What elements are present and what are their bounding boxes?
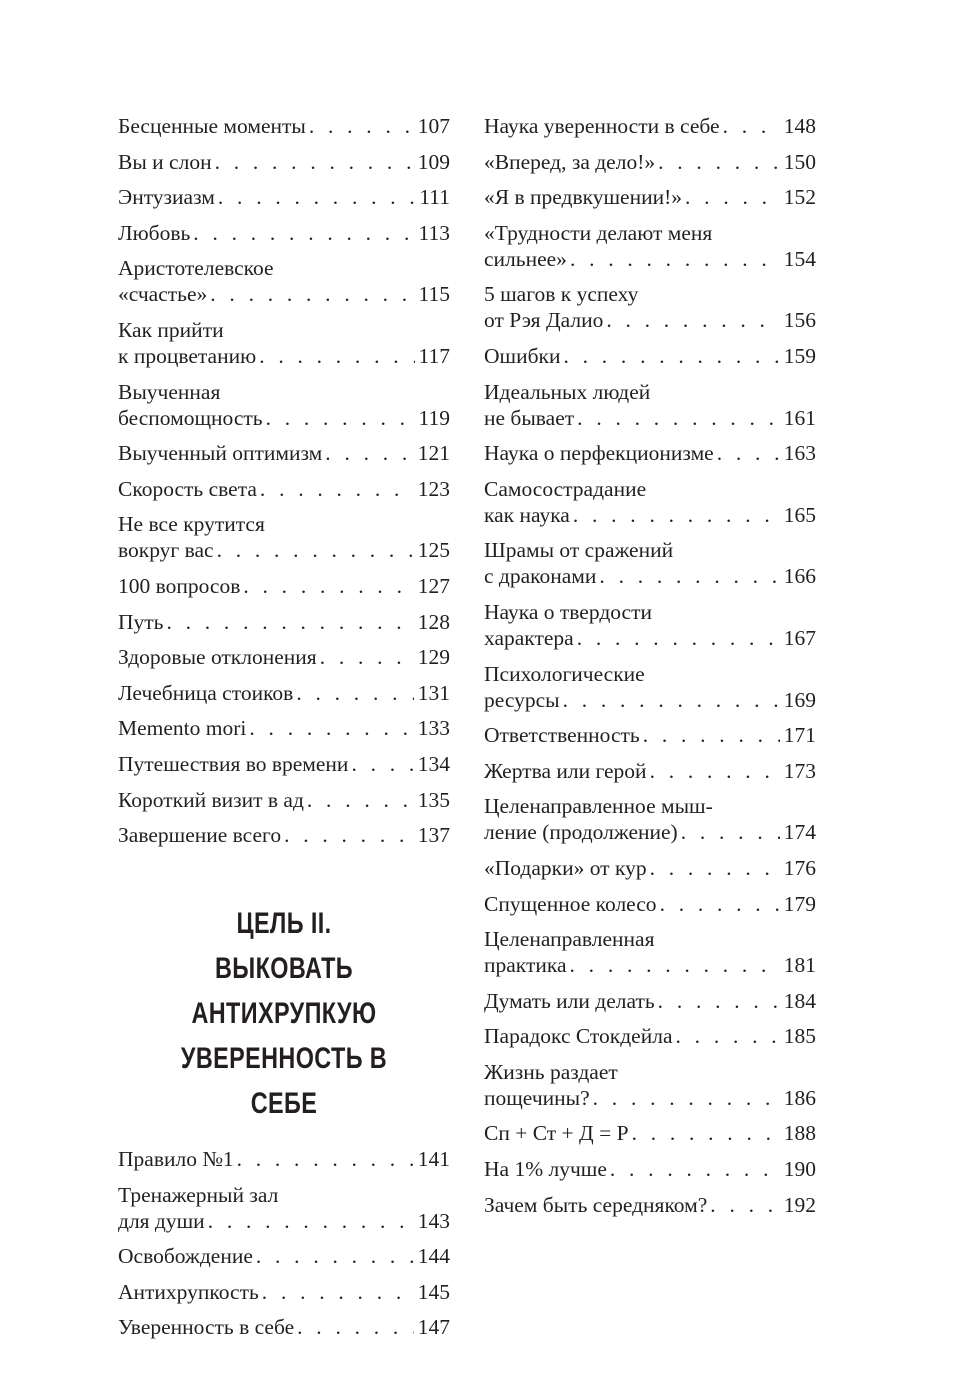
toc-entry-title: с драконами <box>484 564 597 589</box>
page-number: 166 <box>783 564 816 589</box>
toc-entry-title: практика <box>484 953 567 978</box>
dot-leader <box>658 988 780 1014</box>
dot-leader <box>658 149 780 175</box>
page-number: 169 <box>783 687 816 712</box>
toc-entry-title: вокруг вас <box>118 538 214 563</box>
toc-list <box>118 1146 450 1340</box>
dot-leader <box>262 1279 414 1305</box>
toc-entry-title: Наука о перфекционизме <box>484 441 714 466</box>
toc-entry <box>484 1192 816 1218</box>
toc-entry-title: Правило №1 <box>118 1147 234 1172</box>
toc-entry-title: беспомощность <box>118 405 263 430</box>
toc-entry-title: для души <box>118 1208 205 1233</box>
toc-entry-title: Memento mori <box>118 716 247 741</box>
toc-entry-title-line: 5 шагов к успеху <box>484 282 639 307</box>
toc-entry <box>484 855 816 881</box>
toc-entry-title: «счастье» <box>118 282 208 307</box>
toc-entry <box>484 793 816 845</box>
toc-entry-title-line: Целенаправленное мыш- <box>484 794 713 819</box>
toc-entry-title: Лечебница стоиков <box>118 680 294 705</box>
section-heading-line: ЦЕЛЬ II. <box>236 907 332 941</box>
toc-entry-row <box>484 343 816 369</box>
page-number: 174 <box>783 820 816 845</box>
dot-leader <box>570 246 780 272</box>
dot-leader <box>650 758 780 784</box>
toc-entry-title-line: Выученная <box>118 379 221 404</box>
dot-leader <box>610 1156 780 1182</box>
toc-entry-title: Здоровые отклонения <box>118 645 317 670</box>
toc-entry <box>118 680 450 706</box>
page-number: 147 <box>417 1315 450 1340</box>
toc-entry <box>484 758 816 784</box>
dot-leader <box>243 573 413 599</box>
toc-entry-row <box>484 722 816 748</box>
toc-entry <box>118 1314 450 1340</box>
dot-leader <box>284 822 414 848</box>
page-number: 156 <box>783 308 816 333</box>
toc-entry-row <box>484 1023 816 1049</box>
toc-list <box>484 113 816 1218</box>
dot-leader <box>208 1208 414 1234</box>
toc-entry <box>118 573 450 599</box>
toc-entry-title: ресурсы <box>484 687 560 712</box>
dot-leader <box>320 644 414 670</box>
toc-entry-title: Вы и слон <box>118 149 212 174</box>
page-number: 137 <box>417 823 450 848</box>
dot-leader <box>259 343 414 369</box>
dot-leader <box>681 819 780 845</box>
page-number: 129 <box>417 645 450 670</box>
toc-entry <box>118 715 450 741</box>
dot-leader <box>573 502 780 528</box>
page-number: 113 <box>418 220 450 245</box>
toc-entry-title: Думать или делать <box>484 988 655 1013</box>
toc-entry-title: к процветанию <box>118 343 257 368</box>
toc-entry-row <box>118 787 450 813</box>
toc-entry-title: Выученный оптимизм <box>118 441 323 466</box>
toc-entry-row <box>484 149 816 175</box>
toc-entry-title: Жертва или герой <box>484 758 647 783</box>
dot-leader <box>632 1120 780 1146</box>
dot-leader <box>685 184 780 210</box>
toc-entry-title: Ошибки <box>484 343 561 368</box>
page-number: 171 <box>783 723 816 748</box>
page-number: 143 <box>417 1208 450 1233</box>
toc-entry-title-line: Аристотелевское <box>118 256 274 281</box>
toc-entry-row <box>484 184 816 210</box>
dot-leader <box>717 440 780 466</box>
dot-leader <box>193 220 414 246</box>
toc-entry <box>118 822 450 848</box>
toc-entry <box>484 537 816 589</box>
toc-entry <box>484 184 816 210</box>
toc-entry-title: На 1% лучше <box>484 1157 607 1182</box>
toc-entry-row <box>484 502 816 528</box>
toc-entry <box>118 113 450 139</box>
toc-list <box>118 113 450 848</box>
toc-entry-row <box>118 440 450 466</box>
dot-leader <box>570 952 780 978</box>
toc-entry-row <box>118 537 450 563</box>
toc-entry-row <box>484 687 816 713</box>
toc-entry <box>484 1120 816 1146</box>
page-number: 141 <box>417 1147 450 1172</box>
toc-entry-title: от Рэя Далио <box>484 308 604 333</box>
toc-entry <box>118 751 450 777</box>
toc-entry-title: Освобождение <box>118 1244 253 1269</box>
toc-entry <box>484 926 816 978</box>
dot-leader <box>260 476 414 502</box>
dot-leader <box>215 149 414 175</box>
toc-entry <box>484 988 816 1014</box>
toc-entry <box>484 343 816 369</box>
toc-entry-row <box>484 855 816 881</box>
dot-leader <box>237 1146 414 1172</box>
page-number: 192 <box>783 1192 816 1217</box>
toc-entry <box>118 255 450 307</box>
page-number: 161 <box>783 405 816 430</box>
toc-entry-row <box>118 1243 450 1269</box>
page-number: 152 <box>783 185 816 210</box>
toc-entry-title: «Я в предвкушении!» <box>484 185 683 210</box>
toc-entry-title: Антихрупкость <box>118 1279 259 1304</box>
toc-entry-title: Любовь <box>118 220 191 245</box>
toc-entry-title-line: Наука о твердости <box>484 599 652 624</box>
toc-entry <box>484 661 816 713</box>
toc-entry-title-line: Самосострадание <box>484 476 647 501</box>
toc-entry-title-line: Как прийти <box>118 317 224 342</box>
dot-leader <box>307 787 414 813</box>
toc-entry-row <box>118 1208 450 1234</box>
dot-leader <box>599 563 779 589</box>
toc-entry-title: ление (продолжение) <box>484 820 678 845</box>
dot-leader <box>217 537 414 563</box>
toc-entry-title: пощечины? <box>484 1085 590 1110</box>
toc-entry-row <box>118 476 450 502</box>
toc-entry-title-line: «Трудности делают меня <box>484 220 713 245</box>
page-number: 115 <box>418 282 450 307</box>
toc-entry-title-line: Жизнь раздает <box>484 1059 618 1084</box>
toc-right-column <box>484 113 816 1227</box>
toc-entry-title: сильнее» <box>484 246 567 271</box>
toc-entry-title: «Вперед, за дело!» <box>484 149 656 174</box>
toc-entry-row <box>484 440 816 466</box>
toc-entry-row <box>118 751 450 777</box>
page-number: 176 <box>783 855 816 880</box>
toc-entry <box>118 787 450 813</box>
toc-entry-row <box>484 405 816 431</box>
page-number: 128 <box>417 609 450 634</box>
toc-entry <box>484 1023 816 1049</box>
dot-leader <box>577 625 780 651</box>
toc-entry-title-line: Идеальных людей <box>484 379 651 404</box>
page-number: 133 <box>417 716 450 741</box>
toc-entry <box>118 440 450 466</box>
toc-entry-row <box>118 113 450 139</box>
page-number: 154 <box>783 246 816 271</box>
toc-entry-title-line: Не все крутится <box>118 512 265 537</box>
toc-entry-title: Завершение всего <box>118 823 282 848</box>
toc-entry-row <box>118 609 450 635</box>
toc-entry <box>118 184 450 210</box>
toc-entry <box>118 220 450 246</box>
toc-entry <box>118 609 450 635</box>
toc-entry-row <box>118 715 450 741</box>
dot-leader <box>266 405 415 431</box>
toc-entry-title: Скорость света <box>118 476 257 501</box>
page-number: 148 <box>783 114 816 138</box>
toc-entry <box>484 113 816 139</box>
page-number: 179 <box>783 891 816 916</box>
toc-entry-title: Зачем быть середняком? <box>484 1192 708 1217</box>
toc-entry-title: Короткий визит в ад <box>118 787 304 812</box>
toc-entry <box>118 317 450 369</box>
page-number: 123 <box>417 476 450 501</box>
toc-entry-row <box>118 1314 450 1340</box>
dot-leader <box>297 1314 414 1340</box>
toc-entry-row <box>484 952 816 978</box>
page-number: 190 <box>783 1157 816 1182</box>
toc-entry-row <box>118 644 450 670</box>
page-number: 150 <box>783 149 816 174</box>
dot-leader <box>166 609 413 635</box>
page-number: 163 <box>783 441 816 466</box>
toc-entry-row <box>118 680 450 706</box>
dot-leader <box>325 440 413 466</box>
toc-entry <box>484 379 816 431</box>
toc-entry <box>118 1243 450 1269</box>
section-heading-line: УВЕРЕННОСТЬ В СЕБЕ <box>180 1042 388 1121</box>
toc-entry-row <box>118 405 450 431</box>
toc-entry <box>484 1059 816 1111</box>
page-number: 134 <box>417 751 450 776</box>
page-number: 119 <box>418 405 450 430</box>
toc-entry <box>118 644 450 670</box>
toc-entry <box>484 1156 816 1182</box>
page-number: 181 <box>783 953 816 978</box>
toc-entry-title: Путешествия во времени <box>118 751 349 776</box>
toc-entry-title-line: Психологические <box>484 661 645 686</box>
toc-entry-row <box>118 220 450 246</box>
toc-entry <box>484 476 816 528</box>
toc-entry <box>484 722 816 748</box>
page-number: 186 <box>783 1085 816 1110</box>
toc-entry-row <box>118 1146 450 1172</box>
toc-entry-row <box>118 573 450 599</box>
toc-entry-row <box>484 819 816 845</box>
toc-left-column <box>118 113 450 1350</box>
toc-entry-row <box>484 113 816 139</box>
page-number: 184 <box>783 988 816 1013</box>
toc-entry <box>484 440 816 466</box>
page-number: 167 <box>783 625 816 650</box>
toc-entry-title: Парадокс Стокдейла <box>484 1024 673 1049</box>
toc-entry-title: Наука уверенности в себе <box>484 114 720 138</box>
toc-entry <box>118 149 450 175</box>
page-number: 107 <box>417 114 450 138</box>
toc-entry-title: не бывает <box>484 405 575 430</box>
dot-leader <box>351 751 413 777</box>
toc-entry <box>118 1182 450 1234</box>
toc-entry-title: «Подарки» от кур <box>484 855 647 880</box>
toc-entry-title: Бесценные моменты <box>118 114 306 138</box>
toc-entry-row <box>484 1192 816 1218</box>
page-number: 121 <box>417 441 450 466</box>
toc-entry <box>484 220 816 272</box>
dot-leader <box>593 1085 780 1111</box>
page-number: 111 <box>419 185 450 210</box>
dot-leader <box>563 343 779 369</box>
toc-entry-title-line: Шрамы от сражений <box>484 538 674 563</box>
toc-entry-row <box>484 307 816 333</box>
toc-entry-row <box>118 281 450 307</box>
dot-leader <box>218 184 415 210</box>
dot-leader <box>256 1243 414 1269</box>
toc-entry-title: Спущенное колесо <box>484 891 657 916</box>
toc-entry-row <box>484 988 816 1014</box>
dot-leader <box>309 113 414 139</box>
toc-entry-title: Энтузиазм <box>118 185 215 210</box>
page-number: 144 <box>417 1244 450 1269</box>
toc-entry-row <box>484 758 816 784</box>
page-number: 127 <box>417 573 450 598</box>
page-number: 131 <box>417 680 450 705</box>
dot-leader <box>710 1192 779 1218</box>
dot-leader <box>660 891 780 917</box>
dot-leader <box>577 405 780 431</box>
toc-entry-row <box>118 343 450 369</box>
toc-entry <box>484 281 816 333</box>
page-number: 188 <box>783 1121 816 1146</box>
dot-leader <box>563 687 780 713</box>
section-heading-line: ВЫКОВАТЬ АНТИХРУПКУЮ <box>191 952 377 1031</box>
dot-leader <box>723 113 780 139</box>
toc-entry-title-line: Целенаправленная <box>484 927 655 952</box>
dot-leader <box>643 722 780 748</box>
toc-entry-row <box>484 891 816 917</box>
page-number: 173 <box>783 758 816 783</box>
dot-leader <box>606 307 779 333</box>
dot-leader <box>676 1023 780 1049</box>
dot-leader <box>650 855 780 881</box>
toc-entry-row <box>484 1085 816 1111</box>
toc-entry <box>118 476 450 502</box>
toc-entry-title: 100 вопросов <box>118 573 241 598</box>
toc-entry-row <box>484 1120 816 1146</box>
toc-entry-row <box>118 149 450 175</box>
page-number: 145 <box>417 1279 450 1304</box>
toc-entry <box>118 511 450 563</box>
toc-entry-title: Уверенность в себе <box>118 1315 295 1340</box>
toc-entry <box>118 1146 450 1172</box>
toc-entry <box>484 891 816 917</box>
page-number: 135 <box>417 787 450 812</box>
dot-leader <box>249 715 413 741</box>
toc-entry-row <box>118 1279 450 1305</box>
toc-entry-title: Путь <box>118 609 164 634</box>
toc-entry-title: Ответственность <box>484 723 640 748</box>
page-number: 159 <box>783 343 816 368</box>
toc-entry-row <box>484 563 816 589</box>
toc-entry-row <box>484 625 816 651</box>
toc-entry-title: характера <box>484 625 574 650</box>
toc-entry-row <box>118 822 450 848</box>
toc-entry-row <box>484 1156 816 1182</box>
toc-entry-row <box>118 184 450 210</box>
page-number: 165 <box>783 502 816 527</box>
page-number: 117 <box>418 343 450 368</box>
dot-leader <box>296 680 413 706</box>
page-number: 185 <box>783 1024 816 1049</box>
page-number: 109 <box>417 149 450 174</box>
toc-entry <box>118 1279 450 1305</box>
toc-entry-title: как наука <box>484 502 570 527</box>
toc-entry <box>118 379 450 431</box>
section-heading <box>155 901 414 1126</box>
toc-entry-row <box>484 246 816 272</box>
toc-entry-title-line: Тренажерный зал <box>118 1182 279 1207</box>
page-number: 125 <box>417 538 450 563</box>
toc-entry <box>484 599 816 651</box>
toc-entry-title: Сп + Ст + Д = Р <box>484 1121 629 1146</box>
toc-entry <box>484 149 816 175</box>
dot-leader <box>210 281 414 307</box>
